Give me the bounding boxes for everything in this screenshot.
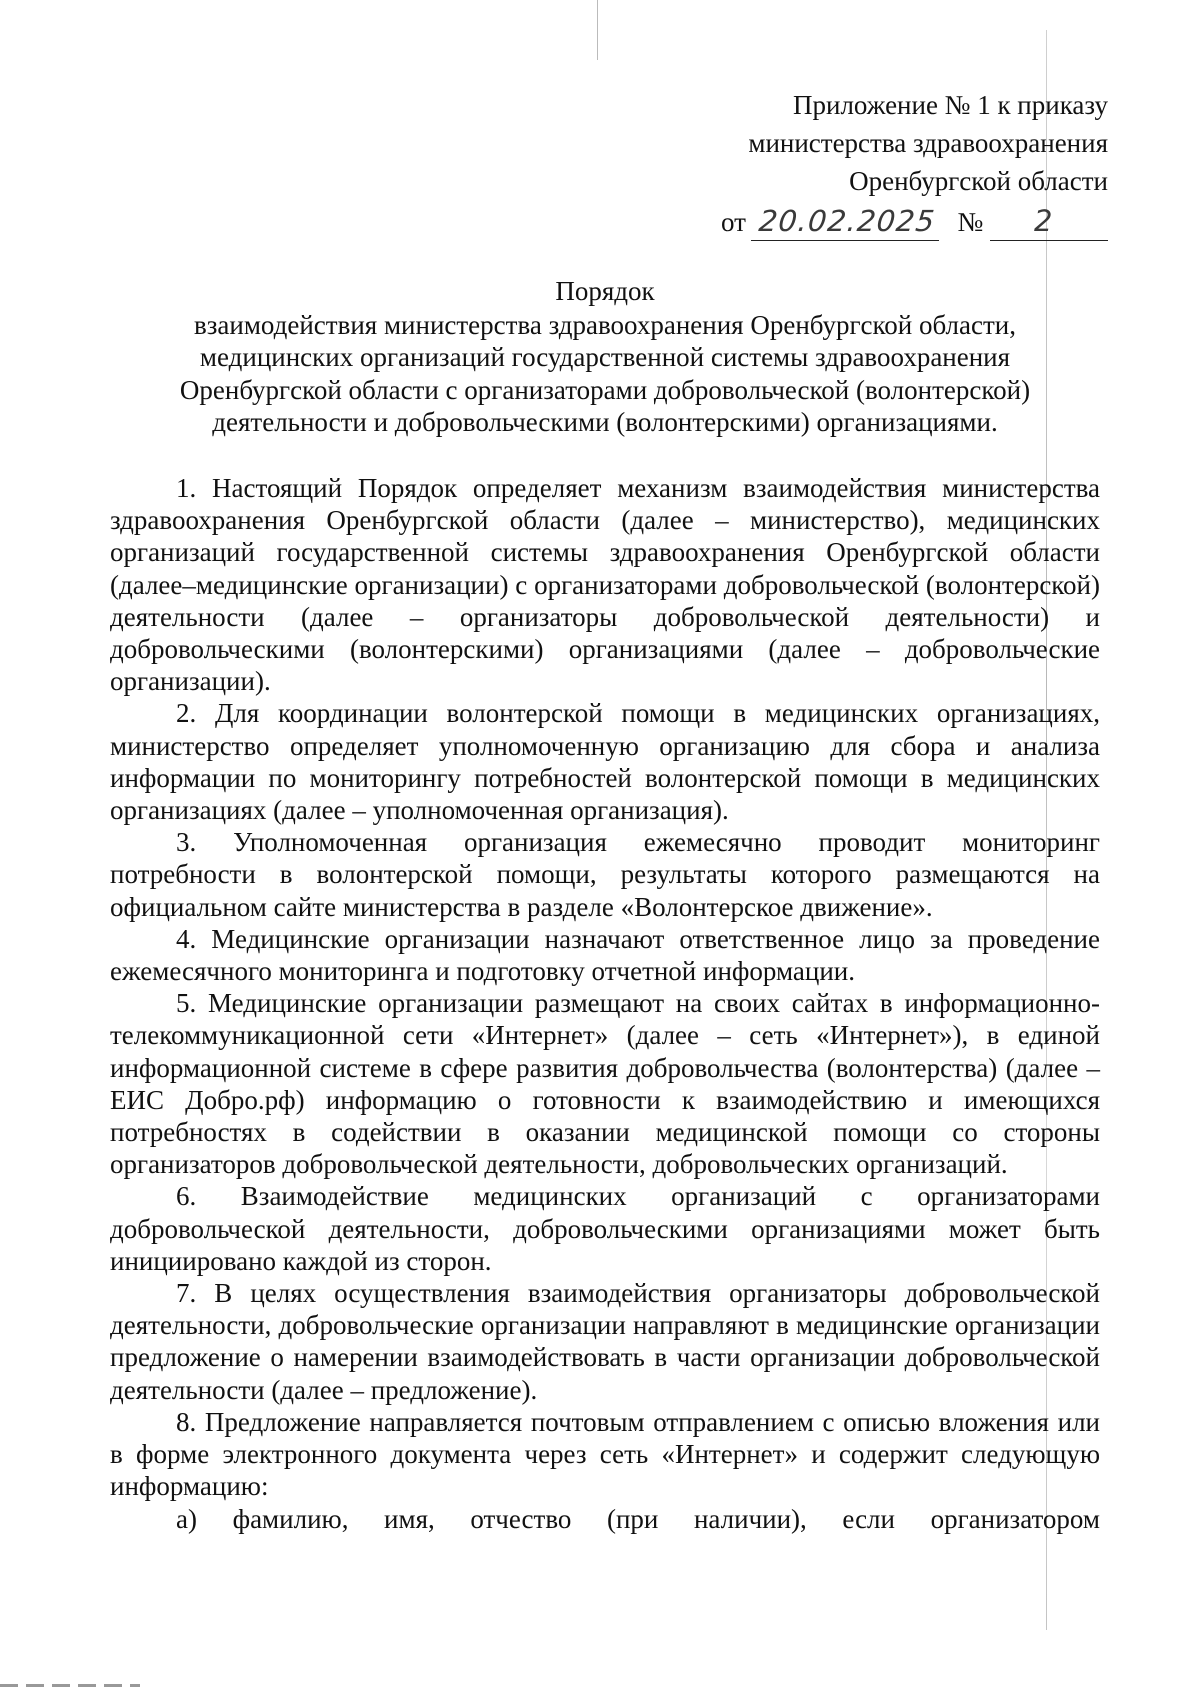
paragraph-6: 6. Взаимодействие медицинских организаций с организаторами добровольческой деятельности, добровольческими организациями может быть инициировано каждой из сторон. (110, 1181, 1100, 1276)
scan-artifact-dash (0, 1684, 140, 1687)
appendix-header-line-1: Приложение № 1 к приказу (793, 90, 1108, 120)
title-line: Оренбургской области с организаторами добровольческой (волонтерской) (179, 374, 1031, 405)
order-date-line (721, 202, 1108, 241)
title-line: деятельности и добровольческими (волонтерскими) организациями. (212, 407, 998, 437)
handwritten-order-number: 2 (990, 202, 1108, 241)
paragraph-8: 8. Предложение направляется почтовым отправлением с описью вложения или в форме электронного документа через сеть «Интернет» и содержит следующую информацию: (110, 1406, 1100, 1502)
title-heading: Порядок (555, 276, 655, 306)
paragraph-1: 1. Настоящий Порядок определяет механизм взаимодействия министерства здравоохранения Оренбургской области (далее – министерство), медицинских организаций государственной системы здравоохранения Оренбургской области (далее–медицинские организации) с организаторами добровольческой (волонтерской) деятельности (далее – организаторы добровольческой деятельности) и добровольческими (волонтерскими) организациями (далее – добровольческие организации). (110, 473, 1100, 697)
scan-artifact-line (597, 0, 598, 60)
paragraph-8-item-a: а) фамилию, имя, отчество (при наличии), если организатором (176, 1503, 1100, 1534)
document-body (110, 472, 1100, 1535)
appendix-header (721, 86, 1108, 241)
title-line: взаимодействия министерства здравоохранения Оренбургской области, (193, 309, 1016, 340)
title-line: медицинских организаций государственной системы здравоохранения (199, 342, 1011, 372)
paragraph-7: 7. В целях осуществления взаимодействия организаторы добровольческой деятельности, добровольческие организации направляют в медицинские организации предложение о намерении взаимодействовать в части организации добровольческой деятельности (далее – предложение). (110, 1278, 1100, 1405)
date-prefix: от (720, 207, 746, 237)
paragraph-3: 3. Уполномоченная организация ежемесячно проводит мониторинг потребности в волонтерской помощи, результаты которого размещаются на официальном сайте министерства в разделе «Волонтерское движение». (110, 827, 1100, 922)
appendix-header-line-3: Оренбургской области (849, 166, 1108, 196)
paragraph-4: 4. Медицинские организации назначают ответственное лицо за проведение ежемесячного мониторинга и подготовку отчетной информации. (110, 923, 1100, 987)
paragraph-2: 2. Для координации волонтерской помощи в медицинских организациях, министерство определяет уполномоченную организацию для сбора и анализа информации по мониторингу потребностей волонтерской помощи в медицинских организациях (далее – уполномоченная организация). (110, 698, 1100, 826)
number-sign: № (957, 207, 984, 237)
paragraph-5: 5. Медицинские организации размещают на своих сайтах в информационно-телекоммуникационной сети «Интернет» (далее – сеть «Интернет»), в единой информационной системе в сфере развития добровольчества (волонтерства) (далее – ЕИС Добро.рф) информацию о готовности к взаимодействию и имеющихся потребностях в содействии в оказании медицинской помощи со стороны организаторов добровольческой деятельности, добровольческих организаций. (110, 988, 1100, 1180)
appendix-header-line-2: министерства здравоохранения (748, 128, 1108, 158)
document-title (110, 275, 1100, 439)
handwritten-date: 20.02.2025 (751, 202, 943, 241)
